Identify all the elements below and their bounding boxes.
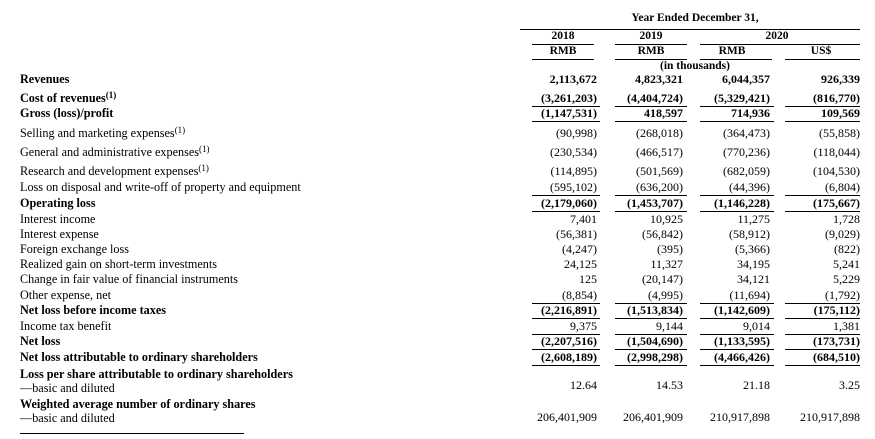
row-label-text: Operating loss (20, 196, 96, 210)
value-cell: (118,044) (813, 145, 860, 159)
value-cell: (114,895) (550, 164, 597, 178)
currency-2019: RMB (637, 45, 665, 57)
row-label-text: Selling and marketing expenses (20, 126, 175, 140)
value-cell: 206,401,909 (537, 410, 597, 424)
row-label (20, 180, 301, 194)
value-cell: (4,247) (562, 242, 597, 256)
value-cell: 714,936 (731, 106, 770, 120)
total-rule (615, 365, 687, 366)
year-2019: 2019 (639, 30, 663, 42)
value-cell: (1,146,228) (714, 196, 770, 210)
row-label-text: Revenues (20, 72, 70, 86)
value-cell: (816,770) (813, 91, 860, 105)
value-cell: 34,195 (737, 257, 770, 271)
value-cell: 2,113,672 (549, 72, 597, 86)
total-rule (615, 121, 687, 122)
row-label (20, 381, 115, 395)
value-cell: (1,792) (825, 288, 860, 302)
row-label (20, 397, 256, 411)
row-label (20, 72, 69, 86)
value-cell: 210,917,898 (800, 410, 860, 424)
row-label-text: Net loss before income taxes (20, 303, 166, 317)
row-label-text: Net loss (20, 334, 61, 348)
value-cell: (2,998,298) (627, 350, 683, 364)
row-label-text: Other expense, net (20, 288, 112, 302)
value-cell: (2,179,060) (541, 196, 597, 210)
value-cell: 1,728 (833, 212, 860, 226)
value-cell: (268,018) (636, 126, 683, 140)
row-label (20, 272, 238, 286)
value-cell: (56,381) (556, 227, 597, 241)
row-label (20, 242, 129, 256)
total-rule (532, 365, 600, 366)
row-label-text: —basic and diluted (20, 381, 115, 395)
units-note: (in thousands) (660, 60, 730, 72)
row-label-text: Foreign exchange loss (20, 242, 129, 256)
row-label (20, 303, 166, 317)
row-label-text: —basic and diluted (20, 411, 115, 425)
currency-2018: RMB (549, 45, 577, 57)
value-cell: (9,029) (825, 227, 860, 241)
value-cell: (395) (657, 242, 683, 256)
currency-rule-2020-usd (785, 59, 860, 60)
value-cell: (1,504,690) (627, 334, 683, 348)
value-cell: (822) (834, 242, 860, 256)
value-cell: (173,731) (813, 334, 860, 348)
row-label (20, 164, 209, 178)
value-cell: 11,275 (737, 212, 770, 226)
row-label-text: Change in fair value of financial instruments (20, 272, 238, 286)
row-label-text: Gross (loss)/profit (20, 106, 114, 120)
value-cell: 9,375 (570, 319, 597, 333)
row-label (20, 196, 96, 210)
value-cell: (20,147) (642, 272, 683, 286)
row-label (20, 91, 116, 105)
footnote-rule (20, 433, 244, 434)
value-cell: (56,842) (642, 227, 683, 241)
value-cell: (8,854) (562, 288, 597, 302)
value-cell: 7,401 (570, 212, 597, 226)
total-rule (785, 121, 860, 122)
value-cell: 926,339 (821, 72, 860, 86)
value-cell: 24,125 (564, 257, 597, 271)
value-cell: (636,200) (636, 180, 683, 194)
value-cell: (684,510) (813, 350, 860, 364)
row-label (20, 212, 95, 226)
currency-2020-rmb: RMB (718, 45, 746, 57)
row-label (20, 367, 293, 381)
value-cell: (104,530) (813, 164, 860, 178)
value-cell: (1,142,609) (714, 303, 770, 317)
value-cell: (3,261,203) (541, 91, 597, 105)
row-label-text: General and administrative expenses (20, 145, 200, 159)
value-cell: (4,995) (648, 288, 683, 302)
row-label-text: Research and development expenses (20, 164, 199, 178)
value-cell: (175,112) (813, 303, 860, 317)
value-cell: 21.18 (743, 378, 770, 392)
year-2018: 2018 (551, 30, 575, 42)
value-cell: (44,396) (729, 180, 770, 194)
value-cell: 5,241 (833, 257, 860, 271)
value-cell: (11,694) (729, 288, 770, 302)
value-cell: 3.25 (839, 378, 860, 392)
value-cell: 9,144 (656, 319, 683, 333)
value-cell: (90,998) (556, 126, 597, 140)
value-cell: (5,329,421) (714, 91, 770, 105)
value-cell: 11,327 (650, 257, 683, 271)
row-label (20, 350, 258, 364)
value-cell: 109,569 (821, 106, 860, 120)
row-label-text: Net loss attributable to ordinary shareholders (20, 350, 258, 364)
currency-2020-usd: US$ (810, 45, 832, 57)
total-rule (532, 121, 600, 122)
value-cell: (4,404,724) (627, 91, 683, 105)
value-cell: (4,466,426) (714, 350, 770, 364)
row-label (20, 334, 60, 348)
row-label (20, 126, 185, 140)
row-label (20, 411, 115, 425)
row-label (20, 257, 217, 271)
value-cell: 12.64 (570, 378, 597, 392)
value-cell: (1,513,834) (627, 303, 683, 317)
row-label-text: Interest expense (20, 227, 99, 241)
value-cell: 34,121 (737, 272, 770, 286)
period-title: Year Ended December 31, (631, 12, 759, 24)
value-cell: (501,569) (636, 164, 683, 178)
value-cell: 206,401,909 (623, 410, 683, 424)
footnote-marker: (1) (174, 125, 186, 135)
row-label (20, 288, 111, 302)
value-cell: 6,044,357 (722, 72, 770, 86)
row-label-text: Loss on disposal and write-off of property and equipment (20, 180, 301, 194)
value-cell: (58,912) (729, 227, 770, 241)
total-rule (700, 365, 774, 366)
year-2020: 2020 (765, 30, 789, 42)
value-cell: (230,534) (550, 145, 597, 159)
value-cell: 1,381 (833, 319, 860, 333)
value-cell: (6,804) (825, 180, 860, 194)
value-cell: (1,147,531) (541, 106, 597, 120)
value-cell: 418,597 (644, 106, 683, 120)
row-label-text: Interest income (20, 212, 96, 226)
total-rule (700, 121, 774, 122)
row-label (20, 227, 99, 241)
row-label (20, 106, 113, 120)
row-label-text: Income tax benefit (20, 319, 112, 333)
value-cell: 125 (579, 272, 597, 286)
row-label-text: Realized gain on short-term investments (20, 257, 217, 271)
row-label (20, 319, 111, 333)
value-cell: (55,858) (819, 126, 860, 140)
value-cell: 9,014 (743, 319, 770, 333)
value-cell: (5,366) (735, 242, 770, 256)
footnote-marker: (1) (198, 163, 209, 173)
value-cell: (1,453,707) (627, 196, 683, 210)
value-cell: (1,133,595) (714, 334, 770, 348)
footnote-marker: (1) (105, 90, 117, 100)
value-cell: (466,517) (636, 145, 683, 159)
footnote-marker: (1) (199, 144, 210, 154)
value-cell: (770,236) (723, 145, 770, 159)
value-cell: (2,216,891) (541, 303, 597, 317)
value-cell: 10,925 (650, 212, 683, 226)
value-cell: 5,229 (833, 272, 860, 286)
value-cell: 4,823,321 (635, 72, 683, 86)
value-cell: 210,917,898 (710, 410, 770, 424)
value-cell: (2,207,516) (541, 334, 597, 348)
value-cell: (175,667) (813, 196, 860, 210)
row-label-text: Cost of revenues (20, 91, 106, 105)
total-rule (785, 365, 860, 366)
row-label (20, 145, 210, 159)
currency-rule-2018 (532, 59, 594, 60)
value-cell: (364,473) (723, 126, 770, 140)
value-cell: (682,059) (723, 164, 770, 178)
row-label-text: Loss per share attributable to ordinary shareholders (20, 367, 293, 381)
row-label-text: Weighted average number of ordinary shares (20, 397, 256, 411)
value-cell: (595,102) (550, 180, 597, 194)
value-cell: (2,608,189) (541, 350, 597, 364)
value-cell: 14.53 (656, 378, 683, 392)
